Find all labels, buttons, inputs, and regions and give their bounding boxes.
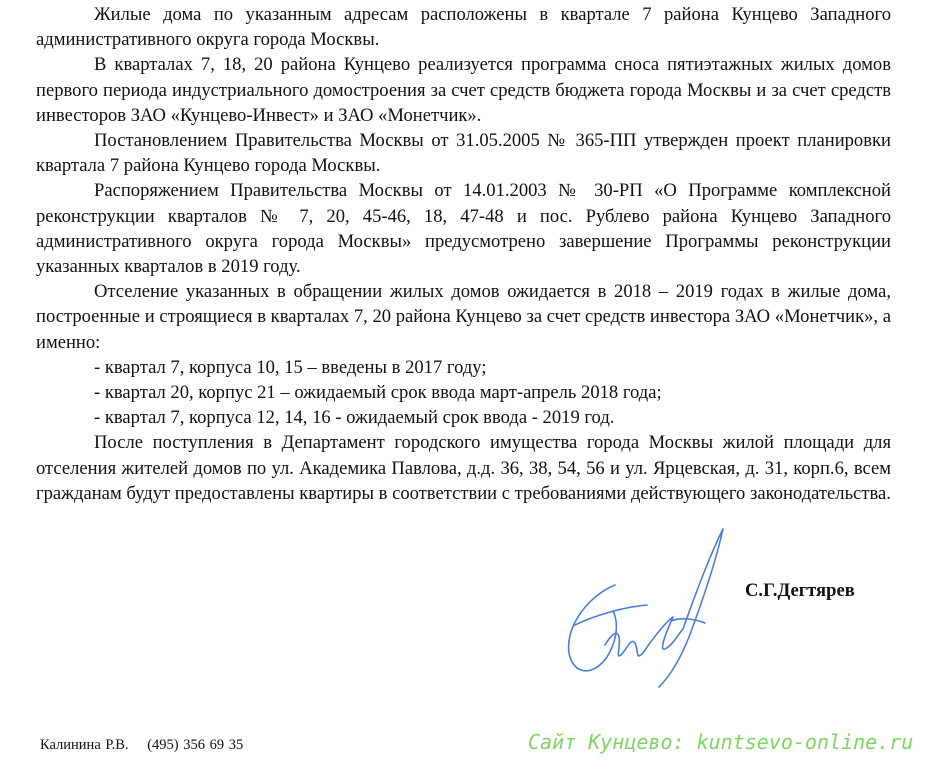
handwritten-signature [555,525,735,695]
site-watermark: Сайт Кунцево: kuntsevo-online.ru [528,730,914,754]
paragraph-resettlement: Отселение указанных в обращении жилых домов ожидается в 2018 – 2019 годах в жилые дома, построенные и строящиеся в кварталах 7, 20 района Кунцево за счет средств инвестора ЗАО «Монетчик», а именно: [36,281,891,353]
executor-phone: (495) 356 69 35 [147,737,244,753]
list-item: - квартал 7, корпуса 12, 14, 16 - ожидаемый срок ввода - 2019 год. [94,407,615,429]
letter-body [36,2,891,506]
paragraph-demolition-program: В кварталах 7, 18, 20 района Кунцево реализуется программа сноса пятиэтажных жилых домов первого периода индустриального домостроения за счет средств бюджета города Москвы и за счет средств инвесторов ЗАО «Кунцево-Инвест» и ЗАО «Монетчик». [36,54,891,126]
signer-name: С.Г.Дегтярев [745,580,855,601]
paragraph-closing: После поступления в Департамент городского имущества города Москвы жилой площади для отселения жителей домов по ул. Академика Павлова, д.д. 36, 38, 54, 56 и ул. Ярцевская, д. 31, корп.6, всем гражданам будут предоставлены квартиры в соответствии с требованиями действующего законодательства. [36,432,891,504]
list-item: - квартал 7, корпуса 10, 15 – введены в 2017 году; [94,356,487,378]
executor-name: Калинина Р.В. [40,737,129,753]
paragraph-location: Жилые дома по указанным адресам расположены в квартале 7 района Кунцево Западного административного округа города Москвы. [36,4,891,51]
paragraph-order: Распоряжением Правительства Москвы от 14.01.2003 № 30-РП «О Программе комплексной реконструкции кварталов № 7, 20, 45-46, 18, 47-48 и пос. Рублево района Кунцево Западного административного округа города Москвы» предусмотрено завершение Программы реконструкции указанных кварталов в 2019 году. [36,180,891,278]
paragraph-resolution: Постановлением Правительства Москвы от 31.05.2005 № 365-ПП утвержден проект планировки квартала 7 района Кунцево города Москвы. [36,130,891,177]
executor-info [40,737,243,754]
list-item: - квартал 20, корпус 21 – ожидаемый срок ввода март-апрель 2018 года; [94,382,662,404]
